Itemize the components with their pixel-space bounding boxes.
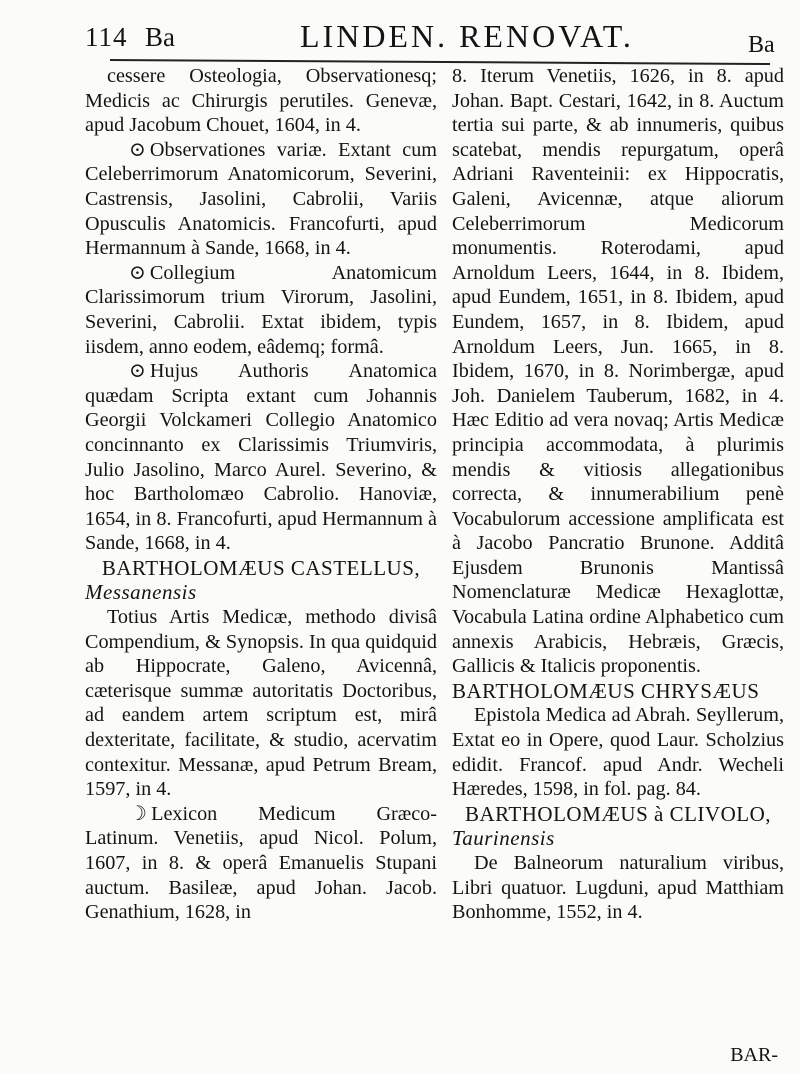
entry-heading <box>452 802 784 851</box>
running-title: LINDEN. RENOVAT. <box>300 18 634 54</box>
header-key-left: Ba <box>145 22 175 52</box>
heading-origin: Messanensis <box>85 580 197 605</box>
entry-paragraph <box>85 64 437 138</box>
entry-paragraph <box>85 802 437 925</box>
left-column <box>85 64 437 925</box>
header-key-right: Ba <box>748 32 775 58</box>
page-header <box>0 12 800 58</box>
entry-paragraph <box>85 605 437 802</box>
section-symbol-icon: ⊙ <box>129 360 146 383</box>
section-symbol-icon: ☽ <box>129 802 148 825</box>
paragraph-text: Collegium Anatomicum Clarissimorum trium Virorum, Jasolini, Severini, Cabrolii. Extat ibidem, typis iisdem, anno eodem, eâdemq; formâ. <box>85 261 437 358</box>
section-symbol-icon: ⊙ <box>129 138 146 161</box>
paragraph-text: Epistola Medica ad Abrah. Seyllerum, Extat eo in Opere, quod Laur. Scholzius edidit. Francof. apud Andr. Wecheli Hæredes, 1598, in fol. pag. 84. <box>452 704 784 801</box>
heading-name: BARTHOLOMÆUS à CLIVOLO, <box>465 801 771 826</box>
entry-paragraph <box>85 138 437 261</box>
entry-heading <box>452 679 784 704</box>
entry-heading <box>85 556 437 605</box>
entry-paragraph <box>85 359 437 556</box>
entry-paragraph <box>452 64 784 679</box>
section-symbol-icon: ⊙ <box>129 261 146 284</box>
paragraph-text: Observationes variæ. Extant cum Celeberrimorum Anatomicorum, Severini, Castrensis, Jasolini, Cabrolii, Variis Opusculis Anatomicis. Francofurti, apud Hermannum à Sande, 1668, in 4. <box>85 138 437 260</box>
paragraph-text: Totius Artis Medicæ, methodo divisâ Compendium, & Synopsis. In qua quidquid ab Hippocrate, Galeno, Avicennâ, cæterisque summæ autoritatis Doctoribus, ad eandem artem scriptum est, mirâ dexteritate, facilitate, & studio, acervatim contexitur. Messanæ, apud Petrum Bream, 1597, in 4. <box>85 606 437 801</box>
paragraph-text: De Balneorum naturalium viribus, Libri quatuor. Lugduni, apud Matthiam Bonhomme, 1552, in 4. <box>452 852 784 924</box>
paragraph-text: Hujus Authoris Anatomica quædam Scripta extant cum Johannis Georgii Volckameri Collegio Anatomico concinnanto ex Clarissimis Triumviris, Julio Jasolino, Marco Aurel. Severino, & hoc Bartholomæo Cabrolio. Hanoviæ, 1654, in 8. Francofurti, apud Hermannum à Sande, 1668, in 4. <box>85 360 437 555</box>
page-number: 114 <box>85 22 128 52</box>
paragraph-text: cessere Osteologia, Observationesq; Medicis ac Chirurgis perutiles. Genevæ, apud Jacobum Chouet, 1604, in 4. <box>85 65 437 137</box>
entry-paragraph <box>452 851 784 925</box>
right-column <box>452 64 784 925</box>
entry-paragraph <box>452 703 784 801</box>
catchword: BAR- <box>730 1044 778 1066</box>
heading-name: BARTHOLOMÆUS CHRYSÆUS <box>452 678 760 703</box>
paragraph-text: Lexicon Medicum Græco-Latinum. Venetiis, apud Nicol. Polum, 1607, in 8. & operâ Emanuelis Stupani auctum. Basileæ, apud Johan. Jacob. Genathium, 1628, in <box>85 802 437 924</box>
heading-name: BARTHOLOMÆUS CASTELLUS, <box>101 555 421 580</box>
entry-paragraph <box>85 261 437 359</box>
paragraph-text: 8. Iterum Venetiis, 1626, in 8. apud Johan. Bapt. Cestari, 1642, in 8. Auctum tertia sui parte, & ab innumeris, quibus scatebat, mendis repurgatum, operâ Adriani Raventeinii: ex Hippocratis, Galeni, Avicennæ, atque aliorum Celeberrimorum Medicorum monumentis. Roterodami, apud Arnoldum Leers, 1644, in 8. Ibidem, apud Eundem, 1651, in 8. Ibidem, apud Eundem, 1657, in 8. Ibidem, apud Arnoldum Leers, Jun. 1665, in 8. Ibidem, 1670, in 8. Norimbergæ, apud Joh. Danielem Tauberum, 1682, in 4. Hæc Editio ad vera novaq; Artis Medicæ principia accommodata, à plurimis mendis & vitiosis allegationibus correcta, & innumerabilium penè Vocabulorum accessione amplificata est à Jacobo Pancratio Brunone. Additâ Ejusdem Brunonis Mantissâ Nomenclaturæ Medicæ Hexaglottæ, Vocabula Latina ordine Alphabetico cum annexis Arabicis, Hebræis, Græcis, Gallicis & Italicis proponentis. <box>452 65 784 678</box>
heading-origin: Taurinensis <box>452 826 555 851</box>
